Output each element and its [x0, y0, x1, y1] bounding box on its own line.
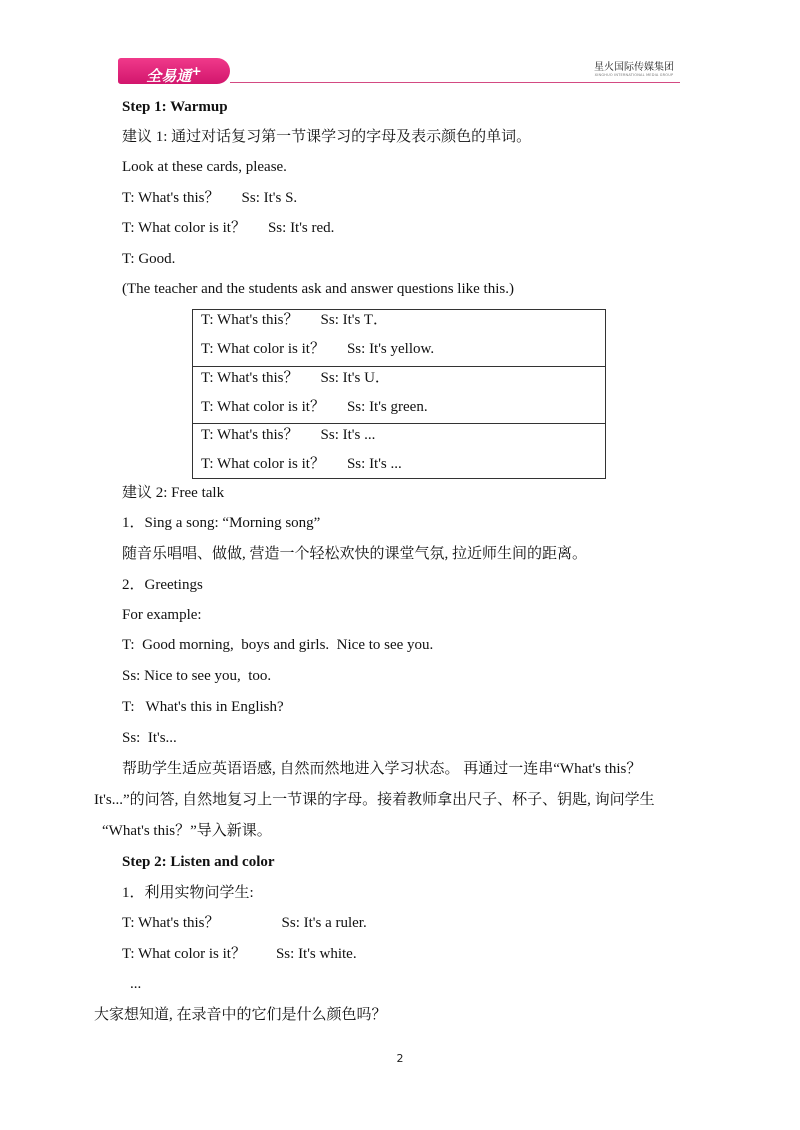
header-rule — [230, 82, 680, 83]
greeting-line: Ss: It's... — [122, 730, 177, 746]
teacher-question: T: What's this？ — [201, 312, 299, 328]
paragraph-line: It's...”的问答, 自然地复习上一节课的字母。接着教师拿出尺子、杯子、钥匙, 询问学生 — [94, 792, 655, 808]
greeting-line: T: Good morning, boys and girls. Nice to see you. — [122, 637, 434, 653]
teacher-question: T: What color is it？ — [201, 341, 325, 357]
step2-colon: : — [161, 854, 167, 870]
teacher-question: T: What's this？ — [201, 427, 299, 443]
teacher-question: T: What's this？ — [122, 190, 220, 206]
step1-heading — [122, 97, 228, 117]
greeting-line: Ss: Nice to see you, too. — [122, 668, 272, 684]
table-question-line — [201, 310, 388, 330]
teacher-question: T: What color is it？ — [201, 399, 325, 415]
dialogue-table — [192, 309, 606, 479]
song-line: 1．Sing a song: “Morning song” — [122, 515, 321, 531]
students-answer: Ss: It's a ruler. — [281, 915, 367, 931]
publisher-name: 星火国际传媒集团 — [594, 62, 674, 73]
students-answer: Ss: It's green. — [346, 399, 428, 415]
brand-logo — [118, 58, 230, 84]
students-answer: Ss: It's T． — [320, 312, 388, 328]
example-label: For example: — [122, 607, 202, 623]
teacher-question: T: What's this？ — [122, 915, 220, 931]
step2-label: Step 2 — [122, 854, 162, 870]
greetings-heading: 2．Greetings — [122, 577, 203, 593]
cards-line: Look at these cards, please. — [122, 159, 287, 175]
dialogue-line — [122, 913, 367, 933]
paragraph-line: 帮助学生适应英语语感, 自然而然地进入学习状态。 再通过一连串“What's this？ — [122, 761, 642, 777]
step1-label: Step 1 — [122, 99, 162, 115]
table-color-line — [201, 397, 428, 417]
suggestion-2: 建议 2: Free talk — [122, 485, 225, 501]
logo-text: 全易通 — [146, 67, 192, 85]
step1-title: Warmup — [170, 99, 228, 115]
greeting-line: T: What's this in English? — [122, 699, 284, 715]
step2-heading — [122, 852, 275, 872]
note-line: (The teacher and the students ask and answer questions like this.) — [122, 281, 514, 297]
teacher-good: T: Good. — [122, 251, 176, 267]
paragraph-line: “What's this？”导入新课。 — [102, 823, 272, 839]
logo-plus: + — [191, 63, 202, 78]
table-question-line — [201, 425, 375, 445]
teacher-question: T: What color is it？ — [201, 456, 325, 472]
students-answer: Ss: It's red. — [267, 220, 335, 236]
step2-title: Listen and color — [170, 854, 275, 870]
students-answer: Ss: It's yellow. — [346, 341, 435, 357]
ellipsis: ... — [130, 976, 142, 992]
students-answer: Ss: It's white. — [275, 946, 357, 962]
dialogue-line — [122, 188, 297, 208]
students-answer: Ss: It's ... — [320, 427, 376, 443]
table-question-line — [201, 368, 390, 388]
objects-line: 1．利用实物问学生: — [122, 885, 254, 901]
closing-line: 大家想知道, 在录音中的它们是什么颜色吗？ — [94, 1007, 387, 1023]
table-row — [193, 423, 605, 480]
students-answer: Ss: It's S. — [241, 190, 298, 206]
page-header — [118, 54, 680, 86]
page-number: 2 — [396, 1052, 404, 1065]
teacher-question: T: What's this？ — [201, 370, 299, 386]
table-row — [193, 366, 605, 423]
teacher-question: T: What color is it？ — [122, 220, 246, 236]
students-answer: Ss: It's ... — [346, 456, 402, 472]
table-row — [193, 310, 605, 366]
dialogue-line — [122, 944, 357, 964]
publisher-brand — [594, 62, 674, 78]
step1-colon: : — [161, 99, 167, 115]
table-color-line — [201, 454, 402, 474]
dialogue-line — [122, 218, 334, 238]
students-answer: Ss: It's U． — [320, 370, 390, 386]
suggestion-1: 建议 1: 通过对话复习第一节课学习的字母及表示颜色的单词。 — [122, 129, 532, 145]
table-color-line — [201, 339, 434, 359]
teacher-question: T: What color is it？ — [122, 946, 246, 962]
song-description: 随音乐唱唱、做做, 营造一个轻松欢快的课堂气氛, 拉近师生间的距离。 — [122, 546, 588, 562]
publisher-subtitle: XINGHUO INTERNATIONAL MEDIA GROUP — [594, 73, 674, 77]
